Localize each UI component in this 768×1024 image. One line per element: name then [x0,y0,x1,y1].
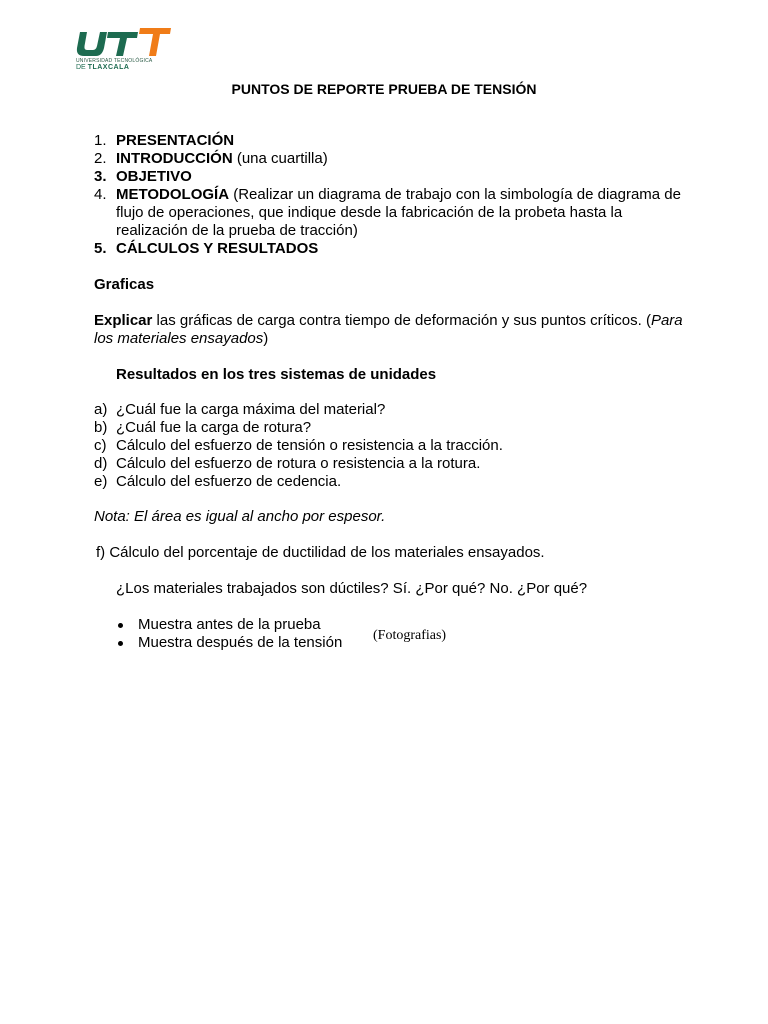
list-item: a) ¿Cuál fue la carga máxima del material? [94,401,386,418]
list-item: Muestra antes de la prueba [116,616,416,634]
logo-name: DE TLAXCALA [76,64,130,71]
ductility-question: ¿Los materiales trabajados son dúctiles? Sí. ¿Por qué? No. ¿Por qué? [116,580,588,597]
list-item: 2. INTRODUCCIÓN (una cuartilla) [94,150,328,167]
item-f: f) Cálculo del porcentaje de ductilidad de los materiales ensayados. [96,544,545,561]
list-item: 1. PRESENTACIÓN [94,132,235,149]
graficas-heading: Graficas [94,276,155,293]
university-logo [74,26,174,74]
explicar-paragraph: Explicar las gráficas de carga contra tiempo de deformación y sus puntos críticos. (Para los materiales ensayados) [94,312,683,347]
logo-subtitle: UNIVERSIDAD TECNOLÓGICA [76,58,153,64]
bullet-list [116,616,416,652]
list-item: b) ¿Cuál fue la carga de rotura? [94,419,312,436]
list-item: d) Cálculo del esfuerzo de rotura o resistencia a la rotura. [94,455,481,472]
bullet-icon [118,623,123,628]
fotografias-note: (Fotografias) [373,628,447,643]
list-item: 4. METODOLOGÍA (Realizar un diagrama de trabajo con la simbología de diagrama de flujo de operaciones, que indique desde la fabricación de la probeta hasta la realización de la prueba de tracción) [94,186,681,239]
list-item: 5. CÁLCULOS Y RESULTADOS [94,240,319,257]
lettered-list [94,401,694,491]
utt-logo-icon [74,26,174,60]
resultados-heading: Resultados en los tres sistemas de unidades [116,366,437,383]
numbered-list [94,132,694,258]
nota-text: Nota: El área es igual al ancho por espesor. [94,508,386,525]
page-title: PUNTOS DE REPORTE PRUEBA DE TENSIÓN [231,81,537,97]
list-item: Muestra después de la tensión [116,634,416,652]
list-item: c) Cálculo del esfuerzo de tensión o resistencia a la tracción. [94,437,503,454]
list-item: 3. OBJETIVO [94,168,192,185]
bullet-icon [118,641,123,646]
list-item: e) Cálculo del esfuerzo de cedencia. [94,473,342,490]
